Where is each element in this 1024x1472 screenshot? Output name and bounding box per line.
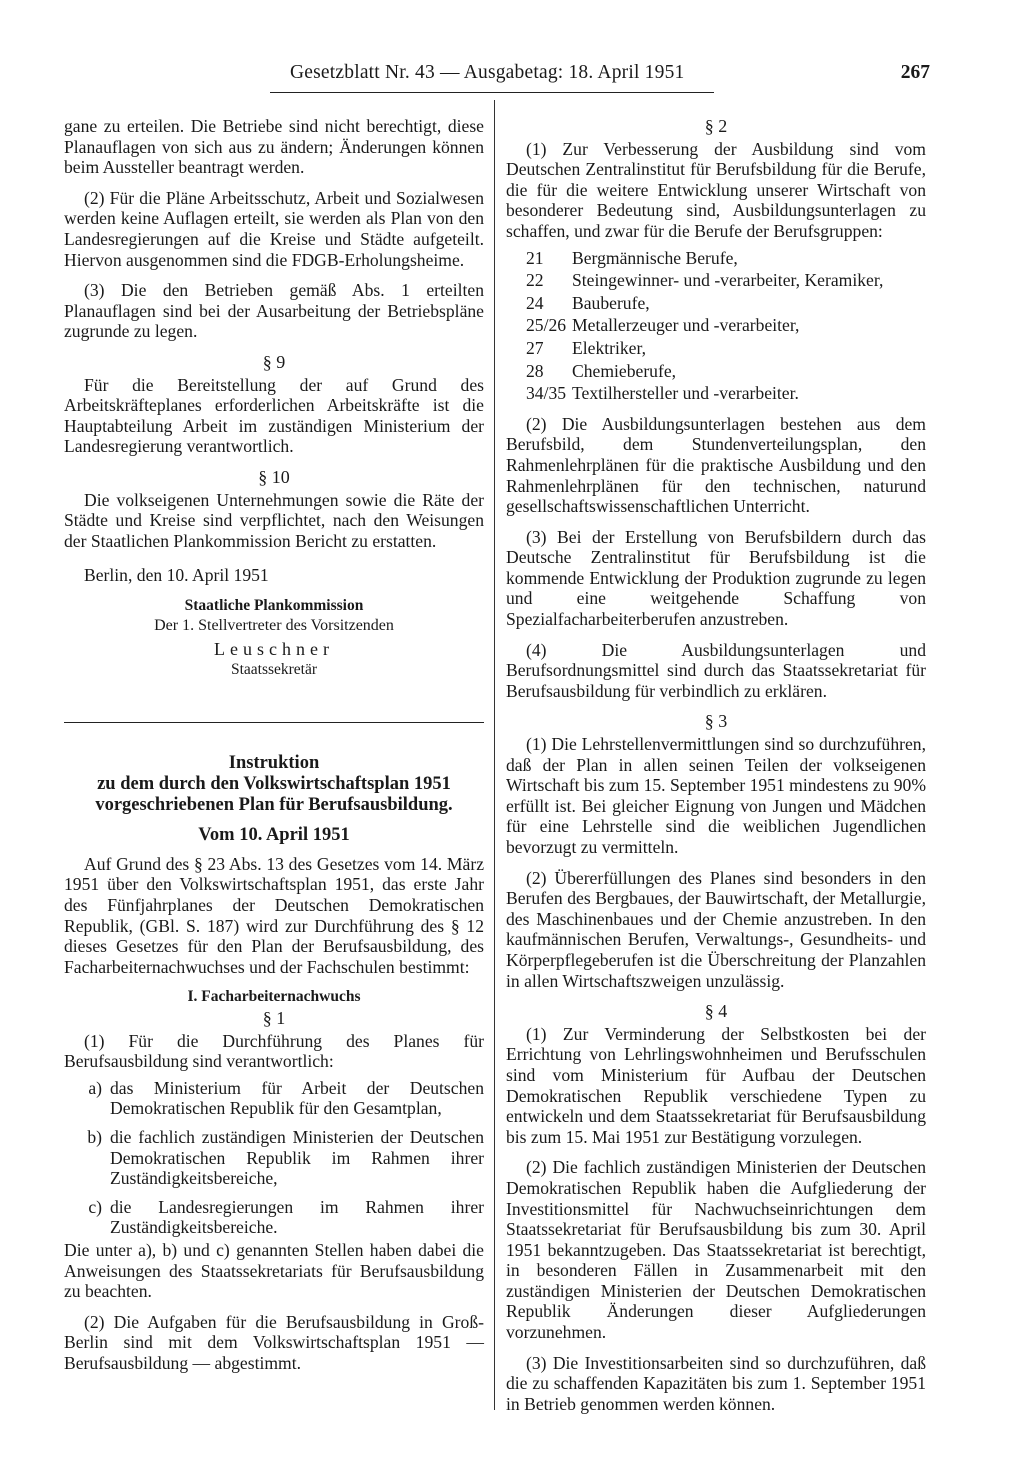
group-code: 25/26 — [526, 315, 567, 336]
instruction-title: vorgeschriebenen Plan für Berufsausbildung. — [95, 795, 453, 816]
group-code: 24 — [526, 292, 544, 313]
paragraph: Für die Bereitstellung der auf Grund des Arbeitskräfteplanes erforderlichen Arbeitskräfte ist die Hauptabteilung Arbeit im zuständigen Ministerium der Landesregierung verantwortlich. — [64, 374, 484, 457]
group-code: 28 — [526, 360, 544, 381]
header-title: Gesetzblatt Nr. 43 — Ausgabetag: 18. April 1951 — [290, 62, 685, 83]
section-heading: § 10 — [258, 466, 290, 487]
list-text: das Ministerium für Arbeit der Deutschen Demokratischen Republik für den Gesamtplan, — [110, 1077, 484, 1119]
group-code: 22 — [526, 270, 544, 291]
list-item — [506, 338, 926, 359]
instruction-title: zu dem durch den Volkswirtschaftsplan 1951 — [97, 774, 451, 795]
section-heading: § 2 — [704, 116, 728, 136]
group-code: 34/35 — [526, 383, 567, 404]
header-rule — [270, 92, 714, 93]
list-label: b) — [87, 1126, 102, 1147]
list-label: a) — [88, 1077, 102, 1098]
paragraph: (2) Die fachlich zuständigen Ministerien der Deutschen Demokratischen Republik haben die Aufgliederung der Investitionsmittel für Nachwuchseinrichtungen dem Staatssekretariat für Berufsausbildung bis zum 30. April 1951 bekanntzugeben. Das Staatssekretariat ist berechtigt, in besonderen Fällen in Zusammenarbeit mit den zuständigen Ministerien der Deutschen Demokratischen Republik Änderungen dieser Aufgliederungen vorzunehmen. — [506, 1157, 926, 1343]
group-name: Metallerzeuger und -verarbeiter, — [572, 315, 800, 336]
instruction-title: Instruktion — [228, 753, 320, 774]
paragraph: (4) Die Ausbildungsunterlagen und Berufsordnungsmittel sind durch das Staatssekretariat für Berufsausbildung für verbindlich zu erklären. — [506, 639, 926, 701]
group-name: Elektriker, — [572, 337, 647, 358]
right-column — [506, 116, 926, 1424]
instruction-date: Vom 10. April 1951 — [198, 825, 350, 846]
paragraph: (3) Bei der Erstellung von Berufsbildern durch das Deutsche Zentralinstitut für Berufsbildung ist die kommende Entwicklung der Produktion zugrunde zu legen und eine weitgehende Schaffung von Spezialfacharbeiterberufen anzustreben. — [506, 526, 926, 630]
group-code: 27 — [526, 337, 544, 358]
signature-role: Der 1. Stellvertreter des Vorsitzenden — [154, 617, 394, 635]
list-item — [506, 315, 926, 336]
group-name: Chemieberufe, — [572, 360, 677, 381]
signature-name: Leuschner — [214, 639, 334, 660]
list-item — [64, 1127, 484, 1189]
paragraph: Die unter a), b) und c) genannten Stellen haben dabei die Anweisungen des Staatssekretariats für Berufsausbildung zu beachten. — [64, 1239, 484, 1302]
group-name: Textilhersteller und -verarbeiter. — [572, 383, 799, 404]
list-item — [64, 1078, 484, 1119]
paragraph: (1) Für die Durchführung des Planes für Berufsausbildung sind verantwortlich: — [64, 1030, 484, 1072]
paragraph: (2) Übererfüllungen des Planes sind besonders in den Berufen des Bergbaues, der Bauwirtschaft, der Metallurgie, des Maschinenbaues und der Chemie anzustreben. In den kaufmännischen Berufen, Verwaltungs-, Gesundheits- und Körperpflegeberufen ist die Überschreitung der Planzahlen in allen Wirtschaftszweigen unzulässig. — [506, 867, 926, 991]
signature-organization: Staatliche Plankommission — [184, 596, 364, 614]
signature-title: Staatssekretär — [230, 660, 318, 678]
page-number: 267 — [900, 62, 930, 83]
list-item — [506, 361, 926, 382]
paragraph: (1) Zur Verminderung der Selbstkosten bei der Errichtung von Lehrlingswohnheimen und Berufsschulen sind vom Ministerium für Aufbau der Deutschen Demokratischen Republik verschiedene Typen zu entwickeln und dem Staatssekretariat für Berufsausbildung bis zum 15. Mai 1951 zur Bestätigung vorzulegen. — [506, 1023, 926, 1147]
left-column — [64, 116, 484, 1384]
paragraph: (3) Die den Betrieben gemäß Abs. 1 erteilten Planauflagen sind bei der Ausarbeitung der Betriebspläne zugrunde zu legen. — [64, 280, 484, 342]
paragraph: (2) Die Ausbildungsunterlagen bestehen aus dem Berufsbild, dem Stundenverteilungsplan, den Rahmenlehrplänen für die praktische Ausbildung und den Rahmenlehrplänen für den technischen, naturund gesellschaftswissenschaftlichen Unterricht. — [506, 413, 926, 517]
list-item — [506, 248, 926, 269]
section-heading: § 4 — [704, 1001, 728, 1022]
group-name: Steingewinner- und -verarbeiter, Keramiker, — [572, 270, 884, 291]
paragraph: (1) Die Lehrstellenvermittlungen sind so durchzuführen, daß der Plan in allen seinen Teilen der volkseigenen Wirtschaft bis zum 15. September 1951 mindestens zu 90% erfüllt ist. Bei gleicher Eignung von Jungen und Mädchen für eine Lehrstelle sind die weiblichen Jugendlichen bevorzugt zu vermitteln. — [506, 734, 926, 857]
list-item — [506, 270, 926, 291]
section-heading: § 9 — [262, 351, 286, 372]
column-divider — [494, 100, 495, 1410]
list-text: die fachlich zuständigen Ministerien der Deutschen Demokratischen Republik im Rahmen ihrer Zuständigkeitsbereiche, — [110, 1126, 484, 1189]
paragraph: (2) Die Aufgaben für die Berufsausbildung in Groß-Berlin sind mit dem Volkswirtschaftsplan 1951 — Berufsausbildung — abgestimmt. — [64, 1311, 484, 1373]
paragraph: Die volkseigenen Unternehmungen sowie die Räte der Städte und Kreise sind verpflichtet, nach den Weisungen der Staatlichen Plankommission Bericht zu erstatten. — [64, 489, 484, 551]
list-item — [506, 293, 926, 314]
separator-rule — [64, 722, 484, 723]
section-heading: § 3 — [704, 711, 728, 732]
section-heading: § 1 — [262, 1008, 286, 1028]
list-text: die Landesregierungen im Rahmen ihrer Zuständigkeitsbereiche. — [110, 1196, 484, 1238]
place-date: Berlin, den 10. April 1951 — [84, 565, 269, 586]
list-item — [64, 1197, 484, 1238]
paragraph: (3) Die Investitionsarbeiten sind so durchzuführen, daß die zu schaffenden Kapazitäten bis zum 1. September 1951 in Betrieb genommen werden können. — [506, 1352, 926, 1414]
paragraph: Auf Grund des § 23 Abs. 13 des Gesetzes vom 14. März 1951 über den Volkswirtschaftsplan 1951, das erste Jahr des Fünfjahrplanes der Deutschen Demokratischen Republik, (GBl. S. 187) wird zur Durchführung des § 12 dieses Gesetzes für den Plan der Berufsausbildung, des Facharbeiternachwuchses und der Fachschulen bestimmt: — [64, 853, 484, 977]
paragraph: (1) Zur Verbesserung der Ausbildung sind vom Deutschen Zentralinstitut für Berufsbildung für die Berufe, die für die weitere Entwicklung unserer Wirtschaft von besonderer Bedeutung sind, Ausbildungsunterlagen zu schaffen, und zwar für die Berufe der Berufsgruppen: — [506, 138, 926, 241]
paragraph: (2) Für die Pläne Arbeitsschutz, Arbeit und Sozialwesen werden keine Auflagen erteilt, sie werden als Plan von den Landesregierungen auf die Kreise und Städte aufgeteilt. Hiervon ausgenommen sind die FDGB-Erholungsheime. — [64, 187, 484, 270]
list-item — [506, 383, 926, 404]
paragraph: gane zu erteilen. Die Betriebe sind nicht berechtigt, diese Planauflagen von sich aus zu ändern; Änderungen können beim Aussteller beantragt werden. — [64, 116, 484, 178]
list-label: c) — [88, 1196, 102, 1217]
group-name: Bergmännische Berufe, — [572, 247, 738, 268]
running-header — [270, 62, 930, 88]
group-code: 21 — [526, 247, 544, 268]
part-heading: I. Facharbeiternachwuchs — [187, 988, 361, 1006]
group-name: Bauberufe, — [572, 292, 650, 313]
